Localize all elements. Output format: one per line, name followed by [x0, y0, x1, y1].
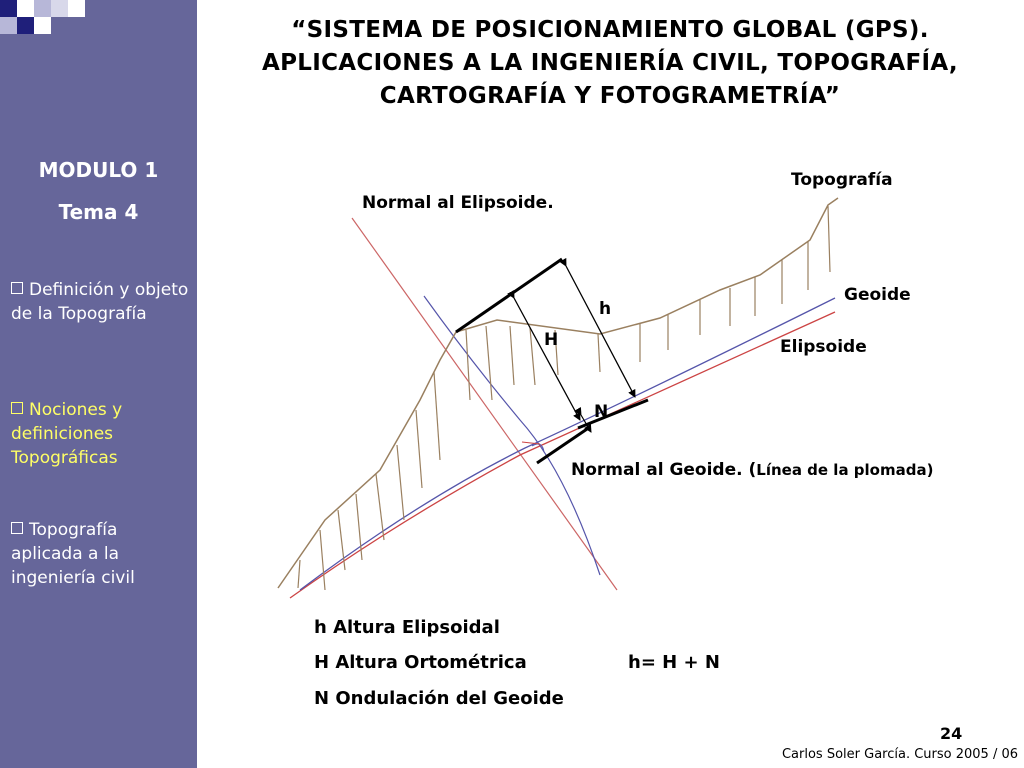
terrain-hachures	[298, 206, 830, 590]
label-normal-elipsoide: Normal al Elipsoide.	[362, 193, 554, 213]
label-N: N	[594, 402, 609, 422]
footer-credit: Carlos Soler García. Curso 2005 / 06	[781, 747, 1018, 762]
nav-item-label: Definición y objeto de la Topografía	[11, 280, 189, 324]
title-line-1: “SISTEMA DE POSICIONAMIENTO GLOBAL (GPS).	[291, 17, 929, 43]
nav-item-label: Topografía aplicada a la ingeniería civil	[11, 520, 135, 588]
page-number: 24	[940, 724, 963, 743]
label-topografia: Topografía	[791, 170, 893, 190]
H-arrow	[514, 298, 580, 420]
normal-geoid-line	[424, 296, 600, 575]
label-normal-geoide	[571, 460, 933, 480]
module-label: MODULO 1	[38, 158, 159, 182]
tema-label: Tema 4	[58, 200, 139, 224]
label-elipsoide: Elipsoide	[780, 337, 867, 357]
legend-H: H Altura Ortométrica	[314, 652, 527, 673]
label-h: h	[599, 299, 612, 319]
normal-ellipsoid-line	[352, 218, 617, 590]
construction-lines	[456, 259, 648, 463]
label-normal-geoide-main: Normal al Geoide. (	[571, 460, 757, 480]
title-line-2: APLICACIONES A LA INGENIERÍA CIVIL, TOPOGRAFÍA,	[262, 50, 958, 76]
legend-h: h Altura Elipsoidal	[314, 617, 500, 638]
nav-item-label: Nociones y definiciones Topográficas	[11, 400, 123, 468]
legend-N: N Ondulación del Geoide	[314, 688, 564, 709]
formula: h= H + N	[628, 652, 720, 673]
label-H: H	[544, 330, 559, 350]
title-line-3: CARTOGRAFÍA Y FOTOGRAMETRÍA”	[379, 83, 841, 109]
ellipsoid-line	[290, 312, 835, 598]
label-geoide: Geoide	[844, 285, 911, 305]
terrain-line	[278, 198, 838, 588]
label-linea-plomada: Línea de la plomada)	[756, 461, 934, 479]
